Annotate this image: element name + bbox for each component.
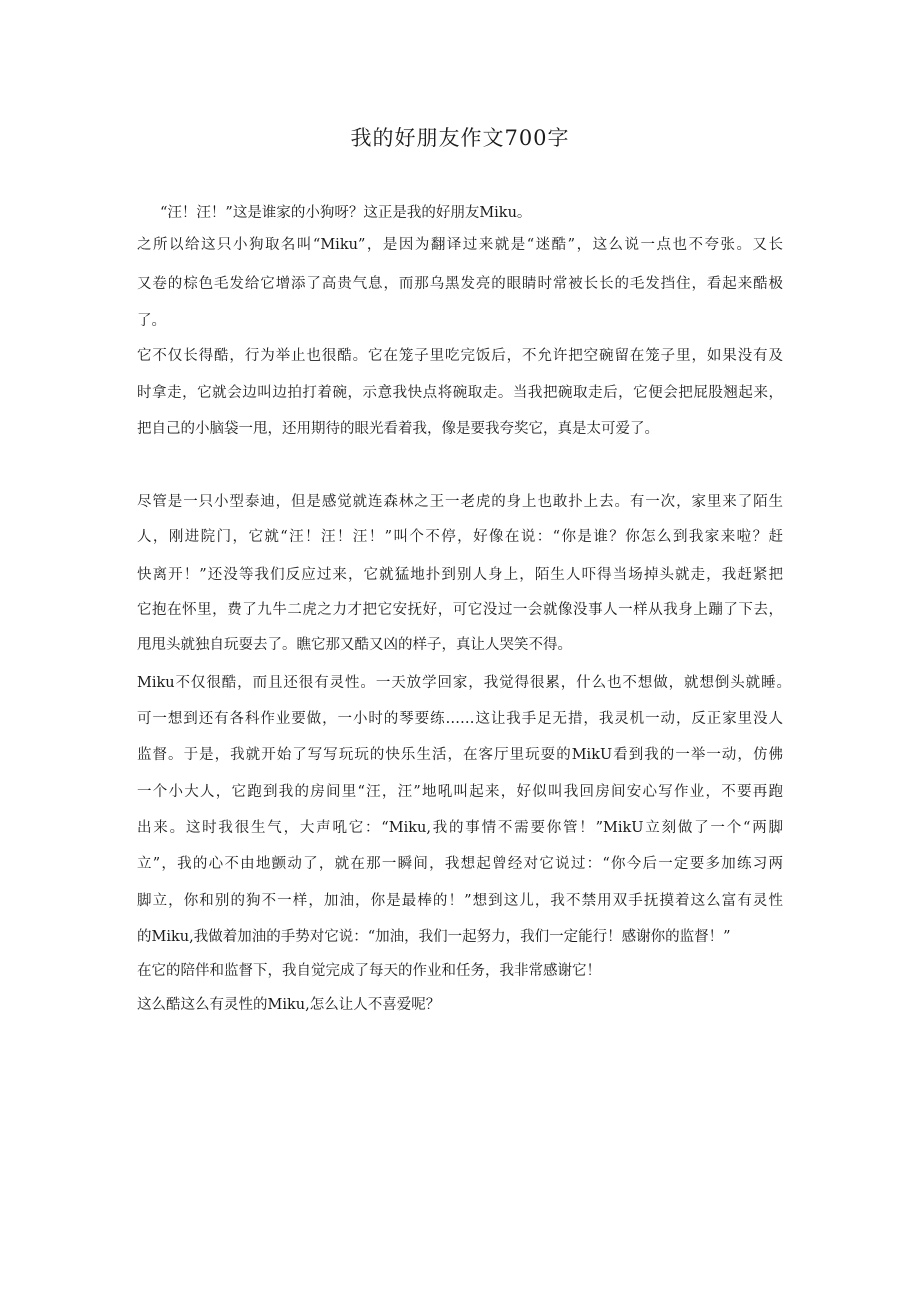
paragraph-line: 的Miku,我做着加油的手势对它说：“加油，我们一起努力，我们一定能行！感谢你的监督！” [137, 929, 731, 945]
paragraph-line: 又卷的棕色毛发给它增添了高贵气息，而那乌黑发亮的眼睛时常被长长的毛发挡住，看起来酷极 [137, 276, 783, 292]
paragraph-line: 甩甩头就独自玩耍去了。瞧它那又酷又凶的样子，真让人哭笑不得。 [137, 637, 572, 653]
paragraph-line: 可一想到还有各科作业要做，一小时的琴要练……这让我手足无措，我灵机一动，反正家里没人 [137, 711, 783, 727]
paragraph-line: 快离开！”还没等我们反应过来，它就猛地扑到别人身上，陌生人吓得当场掉头就走，我赶紧把 [137, 567, 783, 583]
paragraph-line: 把自己的小脑袋一甩，还用期待的眼光看着我，像是要我夸奖它，真是太可爱了。 [137, 421, 659, 437]
paragraph-line: 这么酷这么有灵性的Miku,怎么让人不喜爱呢？ [137, 997, 441, 1013]
paragraph-line: “汪！汪！”这是谁家的小狗呀？这正是我的好朋友Miku。 [160, 205, 532, 221]
paragraph-line: 它不仅长得酷，行为举止也很酷。它在笼子里吃完饭后，不允许把空碗留在笼子里，如果没有及 [137, 348, 783, 364]
paragraph-line: 一个小大人，它跑到我的房间里“汪，汪”地吼叫起来，好似叫我回房间安心写作业，不要再跑 [137, 784, 783, 800]
essay-title: 我的好朋友作文700字 [350, 126, 570, 150]
paragraph-line: 人，刚进院门，它就“汪！汪！汪！”叫个不停，好像在说：“你是谁？你怎么到我家来啦？赶 [137, 529, 783, 545]
paragraph-line: 立”，我的心不由地颤动了，就在那一瞬间，我想起曾经对它说过：“你今后一定要多加练习两 [137, 856, 783, 872]
paragraph-line: Miku不仅很酷，而且还很有灵性。一天放学回家，我觉得很累，什么也不想做，就想倒头就睡。 [137, 675, 791, 691]
paragraph-line: 它抱在怀里，费了九牛二虎之力才把它安抚好，可它没过一会就像没事人一样从我身上蹦了下去， [137, 602, 783, 618]
paragraph-line: 时拿走，它就会边叫边拍打着碗，示意我快点将碗取走。当我把碗取走后，它便会把屁股翘起来， [137, 385, 783, 401]
paragraph-line: 脚立，你和别的狗不一样，加油，你是最棒的！”想到这儿，我不禁用双手抚摸着这么富有灵性 [137, 893, 783, 909]
paragraph-line: 在它的陪伴和监督下，我自觉完成了每天的作业和任务，我非常感谢它！ [137, 963, 601, 979]
paragraph-line: 了。 [137, 313, 166, 329]
paragraph-line: 之所以给这只小狗取名叫“Miku”，是因为翻译过来就是“迷酷”，这么说一点也不夸张。又长 [137, 237, 783, 253]
paragraph-line: 监督。于是，我就开始了写写玩玩的快乐生活，在客厅里玩耍的MikU看到我的一举一动，仿佛 [137, 747, 783, 763]
paragraph-line: 尽管是一只小型泰迪，但是感觉就连森林之王一老虎的身上也敢扑上去。有一次，家里来了陌生 [137, 494, 783, 510]
paragraph-line: 出来。这时我很生气，大声吼它：“Miku,我的事情不需要你管！”MikU立刻做了一个“两脚 [137, 820, 783, 836]
